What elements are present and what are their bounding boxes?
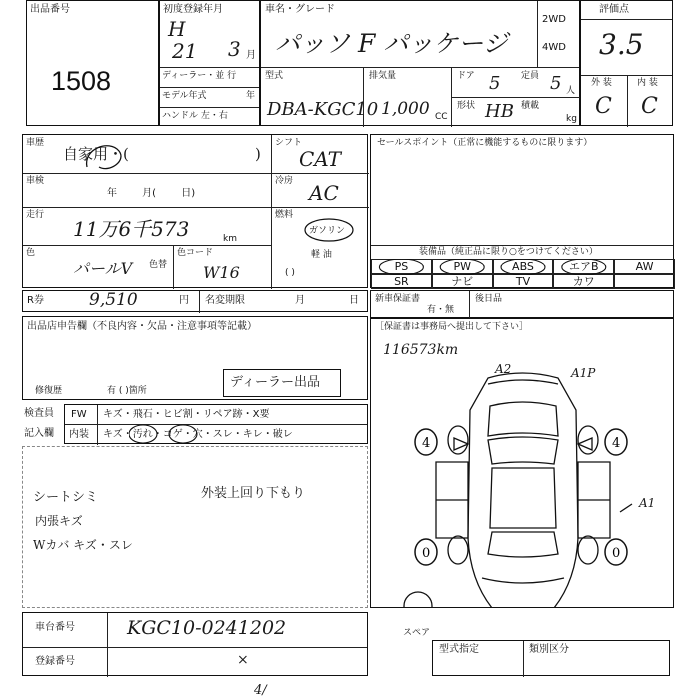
exterior-grade: C <box>595 94 612 119</box>
displacement-value: 1,000 <box>381 99 430 119</box>
interior-label: 内 装 <box>637 78 658 88</box>
model-year-unit: 年 <box>246 91 256 101</box>
fuel-circle-mark <box>301 215 361 245</box>
registration-label: 初度登録年月 <box>163 4 223 15</box>
drive-2wd: 2WD <box>542 14 566 25</box>
shift-value: CAT <box>299 147 341 171</box>
spare-label: スペア <box>403 628 431 638</box>
capacity-value: 5 <box>550 73 562 94</box>
limit-day: 日 <box>349 295 359 306</box>
recycle-value: 9,510 <box>89 290 138 310</box>
inspection-label: 車検 <box>26 176 45 186</box>
inspection-grid <box>64 404 368 444</box>
interior-circle-marks <box>129 423 209 445</box>
tire-mark-0-right: 0 <box>612 546 621 561</box>
history-value: 自家用・( <box>63 145 129 163</box>
mark-a2: A2 <box>495 362 512 376</box>
rear-items-label: 後日品 <box>475 294 503 304</box>
weight-label: 積載 <box>521 101 540 111</box>
shape-label: 形状 <box>457 101 476 111</box>
note-line-1: シートシミ <box>33 490 99 505</box>
repair-label: 修復歴 <box>35 386 63 396</box>
chassis-label: 車台番号 <box>35 622 75 633</box>
reg-no-value: × <box>237 652 249 668</box>
equipment-cell-PS: PS <box>371 259 432 274</box>
drive-4wd: 4WD <box>542 42 566 53</box>
equipment-cell-TV: TV <box>493 274 554 289</box>
recycle-label: R券 <box>27 295 44 306</box>
displacement-label: 排気量 <box>369 71 397 81</box>
fuel-label: 燃料 <box>275 210 294 220</box>
diagram-header: ［保証書は事務局へ提出して下さい］ <box>375 322 529 332</box>
dealer-stamp: ディーラー出品 <box>223 369 341 397</box>
km-unit: km <box>223 234 237 244</box>
car-name: パッソ F パッケージ <box>275 29 508 58</box>
ac-value: AC <box>309 181 339 205</box>
type-value: DBA-KGC10 <box>267 99 379 120</box>
equipment-cell-PW: PW <box>432 259 493 274</box>
sales-point-box <box>370 134 674 288</box>
weight-unit: kg <box>566 114 577 124</box>
entry-label: 記入欄 <box>24 428 54 439</box>
inspection-fields: 年 月( 日) <box>107 188 196 199</box>
fuel-diesel: 軽 油 <box>311 250 332 260</box>
mileage-value: 11万6千573 <box>73 217 190 241</box>
bottom-mark: 4/ <box>254 683 267 698</box>
registration-year: 21 <box>172 39 198 63</box>
fuel-gas: ガソリン <box>309 226 346 236</box>
car-diagram <box>370 318 674 608</box>
model-year-label: モデル年式 <box>162 91 207 101</box>
fuel-paren: ( ) <box>285 268 295 278</box>
mark-a1-side: A1 <box>639 496 656 510</box>
equipment-cell-エアB: エアB <box>553 259 614 274</box>
color-code-label: 色コード <box>177 248 214 258</box>
sales-point-label: セールスポイント（正常に機能するものに限ります） <box>377 138 593 148</box>
equipment-cell-blank <box>614 274 675 289</box>
equipment-cell-SR: SR <box>371 274 432 289</box>
lot-number-box <box>26 0 159 126</box>
equipment-cell-ABS: ABS <box>493 259 554 274</box>
type-designation-box <box>432 640 670 676</box>
fw-items: キズ・飛石・ヒビ割・リペア跡・X要 <box>103 409 270 420</box>
equipment-label: 装備品（純正品に限り○をつけてください） <box>419 247 598 257</box>
exterior-label: 外 装 <box>591 78 612 88</box>
name-grade-box <box>260 0 580 126</box>
equipment-cell-ナビ: ナビ <box>432 274 493 289</box>
tire-mark-4-right: 4 <box>612 436 621 451</box>
notes-area <box>22 446 368 608</box>
declaration-label: 出品店申告欄（不良内容・欠品・注意事項等記載） <box>27 321 257 332</box>
ac-label: 冷房 <box>275 176 294 186</box>
color-code: W16 <box>203 263 240 282</box>
mark-a1p: A1P <box>571 366 596 380</box>
recycle-row <box>22 290 368 312</box>
chassis-box <box>22 612 368 676</box>
note-line-2: 内張キズ <box>35 514 83 528</box>
score-box <box>580 0 673 126</box>
reg-no-label: 登録番号 <box>35 656 75 667</box>
recycle-yen: 円 <box>179 295 189 306</box>
equipment-cell-カワ: カワ <box>553 274 614 289</box>
limit-month: 月 <box>295 295 305 306</box>
note-line-4: 外装上回り下もり <box>201 486 306 501</box>
type-designation-label: 型式指定 <box>439 644 479 655</box>
warranty-value: 有・無 <box>427 305 455 315</box>
type-label: 型式 <box>265 71 284 81</box>
capacity-unit: 人 <box>566 86 576 96</box>
equipment-cell-AW: AW <box>614 259 675 274</box>
repair-value: 有 ( )箇所 <box>107 386 147 396</box>
history-close: ) <box>255 145 261 163</box>
registration-month: 3 <box>228 37 241 61</box>
declaration-box <box>22 316 368 400</box>
cc-unit: CC <box>435 112 448 122</box>
interior-row-label: 内装 <box>69 429 89 440</box>
mileage-label: 走行 <box>26 210 45 220</box>
history-label: 車歴 <box>26 138 45 148</box>
lot-number: 1508 <box>51 66 112 96</box>
registration-box <box>159 0 260 126</box>
chassis-value: KGC10-0241202 <box>127 617 287 639</box>
name-change-limit: 名変期限 <box>205 295 245 306</box>
equipment-grid <box>371 259 673 289</box>
doors-value: 5 <box>489 73 501 94</box>
score-value: 3.5 <box>599 28 644 61</box>
inspector-label: 検査員 <box>24 408 54 419</box>
interior-items: キズ・汚れ・コゲ・穴・スレ・キレ・破レ <box>103 429 293 440</box>
score-label: 評価点 <box>599 4 629 15</box>
dealer-parallel: ディーラー・並 行 <box>162 71 237 81</box>
handle-label: ハンドル 左・右 <box>162 111 228 121</box>
warranty-row <box>370 290 674 318</box>
interior-grade: C <box>641 94 658 119</box>
registration-month-unit: 月 <box>246 50 256 61</box>
history-block <box>22 134 368 288</box>
tire-mark-4-left: 4 <box>422 436 431 451</box>
tire-mark-0-left: 0 <box>422 546 431 561</box>
doors-label: ドア <box>457 71 475 81</box>
note-line-3: Wカバ キズ・スレ <box>33 538 133 552</box>
category-label: 類別区分 <box>529 644 569 655</box>
warranty-label: 新車保証書 <box>375 294 421 304</box>
color-value: パールV <box>73 259 133 278</box>
name-grade-label: 車名・グレード <box>265 4 335 15</box>
shape-value: HB <box>485 101 514 122</box>
registration-era: H <box>168 17 186 41</box>
color-label: 色 <box>26 248 36 258</box>
equipment-circle-marks <box>371 259 675 275</box>
shift-label: シフト <box>275 138 303 148</box>
lot-label: 出品番号 <box>30 4 70 15</box>
diagram-mileage-note: 116573km <box>383 342 459 358</box>
fw-label: FW <box>71 409 87 420</box>
capacity-label: 定員 <box>521 71 540 81</box>
history-circle-mark <box>79 137 139 177</box>
color-change-label: 色替 <box>149 260 168 270</box>
